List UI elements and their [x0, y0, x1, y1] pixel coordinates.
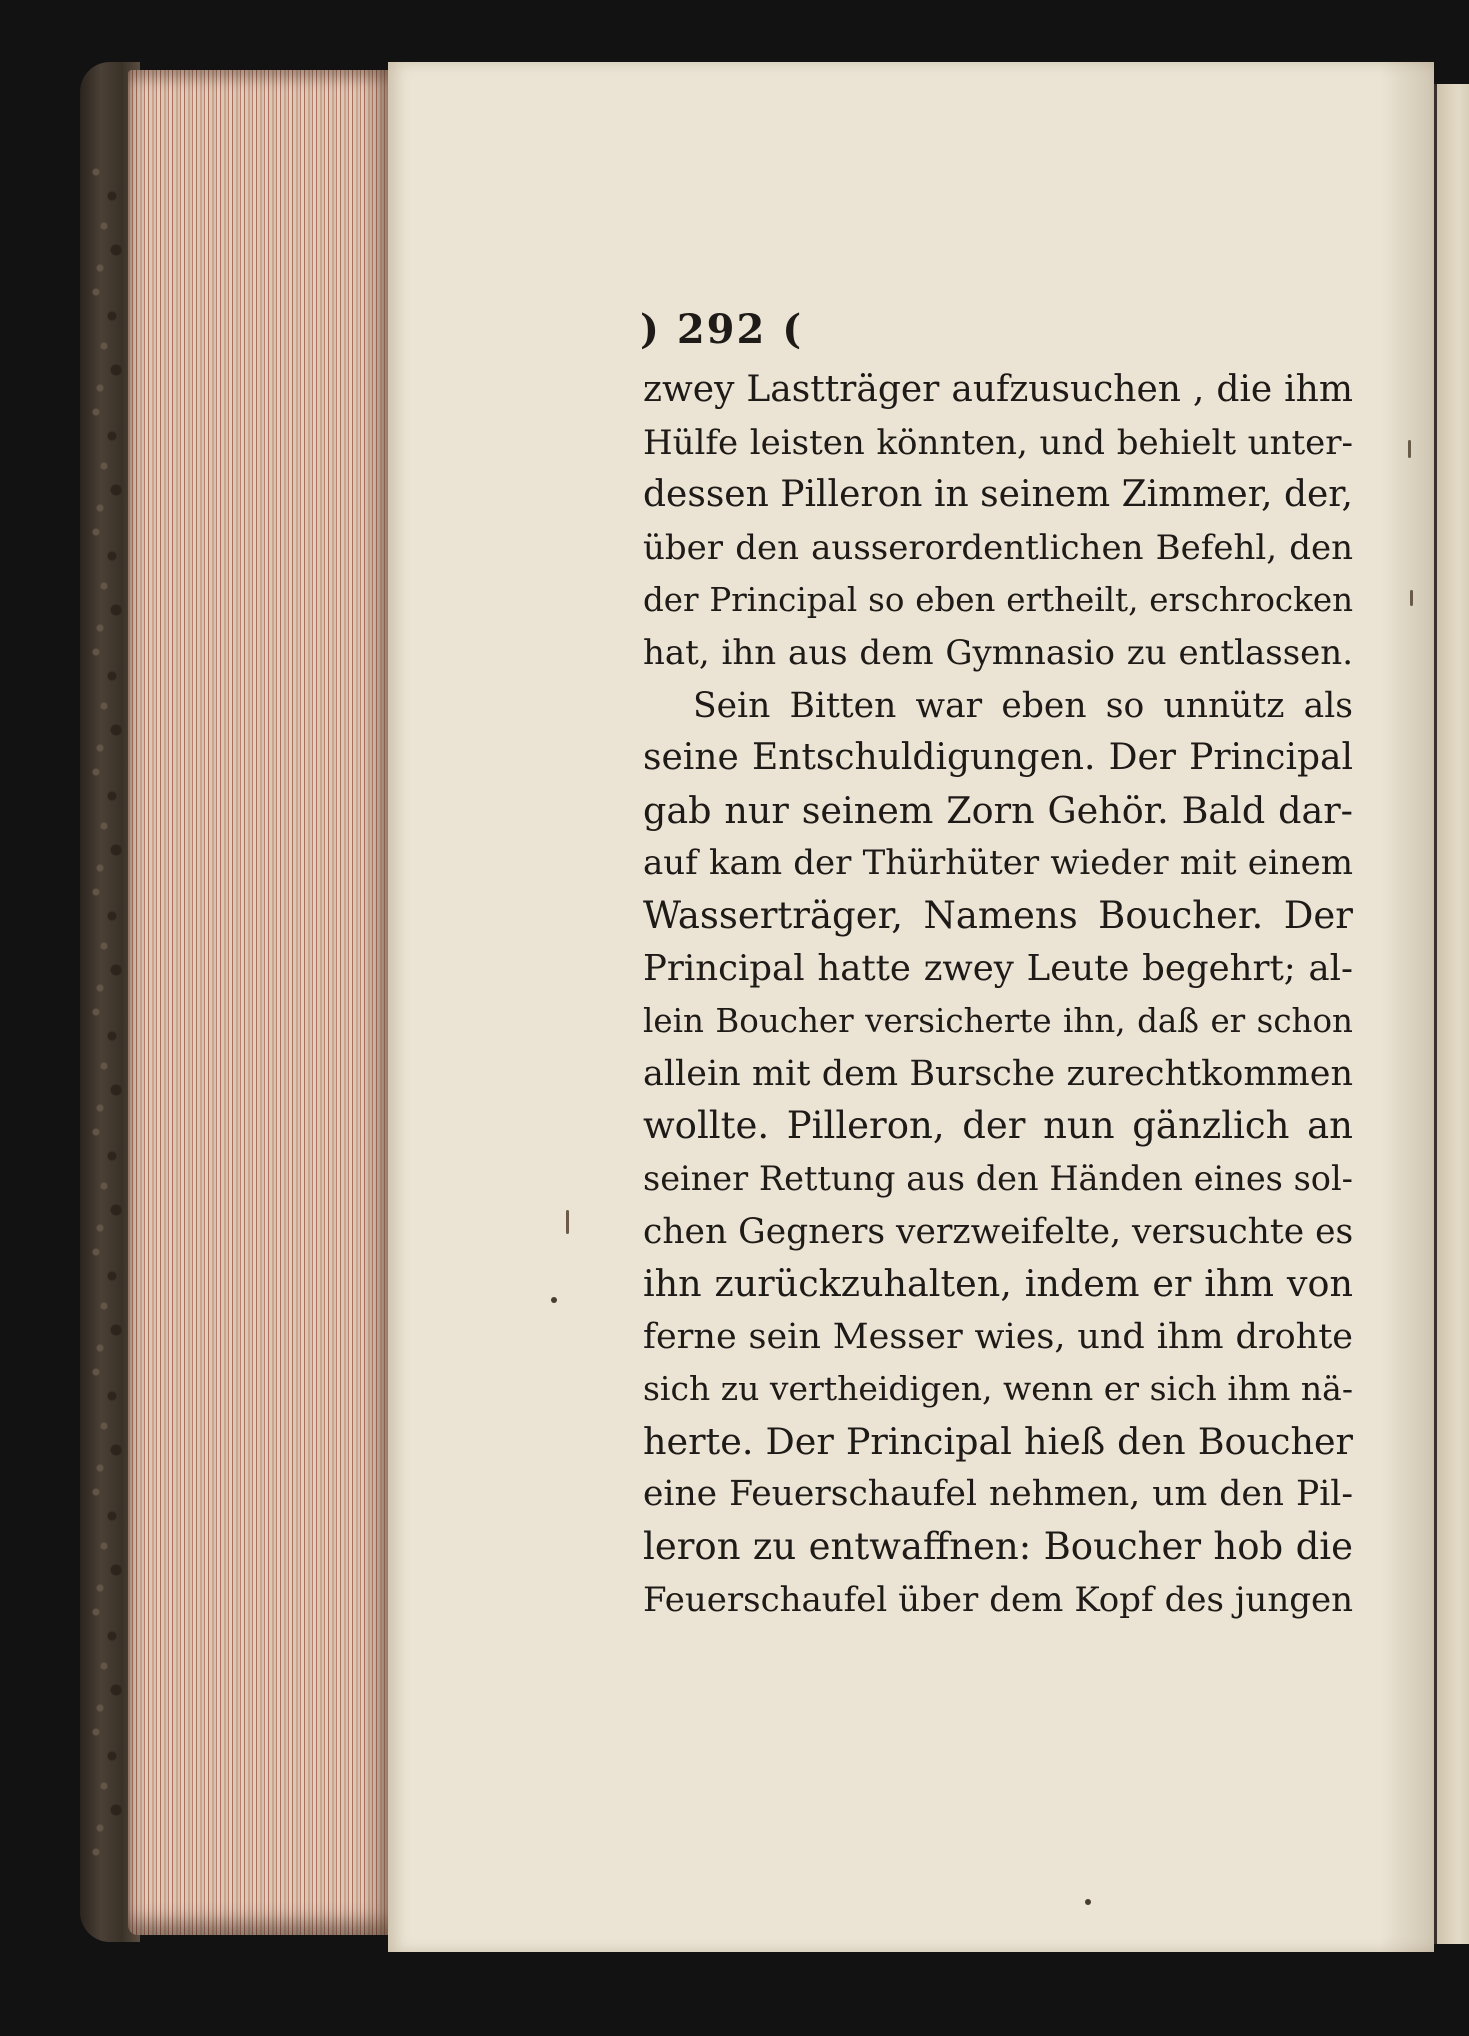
text-line: zwey Lastträger aufzusuchen , die ihm — [643, 369, 1353, 410]
body-text — [643, 364, 1353, 1626]
text-line: seiner Rettung aus den Händen eines sol- — [643, 1158, 1353, 1198]
cover-texture — [88, 160, 128, 1860]
margin-mark — [566, 1210, 569, 1234]
text-line: allein mit dem Bursche zurechtkommen — [643, 1053, 1353, 1094]
text-line: hat, ihn aus dem Gymnasio zu entlassen. — [643, 632, 1353, 673]
text-line: herte. Der Principal hieß den Boucher — [643, 1419, 1353, 1463]
text-line: auf kam der Thürhüter wieder mit einem — [643, 843, 1353, 884]
text-line: Principal hatte zwey Leute begehrt; al- — [643, 947, 1353, 989]
text-line: chen Gegners verzweifelte, versuchte es — [643, 1211, 1354, 1252]
text-line: lein Boucher versicherte ihn, daß er schon — [643, 1002, 1353, 1041]
text-line: Feuerschaufel über dem Kopf des jungen — [643, 1579, 1353, 1620]
page-number-header: ) 292 ( — [640, 306, 804, 353]
page-edges — [128, 70, 390, 1935]
text-line: Wasserträger, Namens Boucher. Der — [643, 893, 1353, 937]
facing-page-edge — [1434, 84, 1469, 1944]
text-line: ihn zurückzuhalten, indem er ihm von — [643, 1262, 1353, 1306]
text-line: dessen Pilleron in seinem Zimmer, der, — [643, 474, 1353, 516]
text-line: ferne sein Messer wies, und ihm drohte — [643, 1316, 1353, 1357]
text-line: wollte. Pilleron, der nun gänzlich an — [643, 1104, 1353, 1148]
text-line: über den ausserordentlichen Befehl, den — [643, 527, 1353, 568]
text-line: seine Entschuldigungen. Der Principal — [643, 737, 1353, 779]
text-line: Sein Bitten war eben so unnütz als — [693, 685, 1353, 726]
text-line: leron zu entwaffnen: Boucher hob die — [643, 1525, 1353, 1569]
margin-mark — [1410, 590, 1413, 606]
gutter-shadow — [1380, 62, 1434, 1952]
margin-mark — [1408, 440, 1411, 458]
text-line: der Principal so eben ertheilt, erschrocken — [643, 581, 1353, 620]
margin-dot — [1085, 1899, 1091, 1905]
text-line: eine Feuerschaufel nehmen, um den Pil- — [643, 1474, 1353, 1515]
text-line: gab nur seinem Zorn Gehör. Bald dar- — [643, 788, 1353, 832]
margin-dot — [551, 1297, 557, 1303]
text-line: sich zu vertheidigen, wenn er sich ihm nä- — [643, 1369, 1353, 1409]
text-line: Hülfe leisten könnten, und behielt unter- — [643, 422, 1353, 463]
edge-shadow — [360, 70, 390, 1935]
